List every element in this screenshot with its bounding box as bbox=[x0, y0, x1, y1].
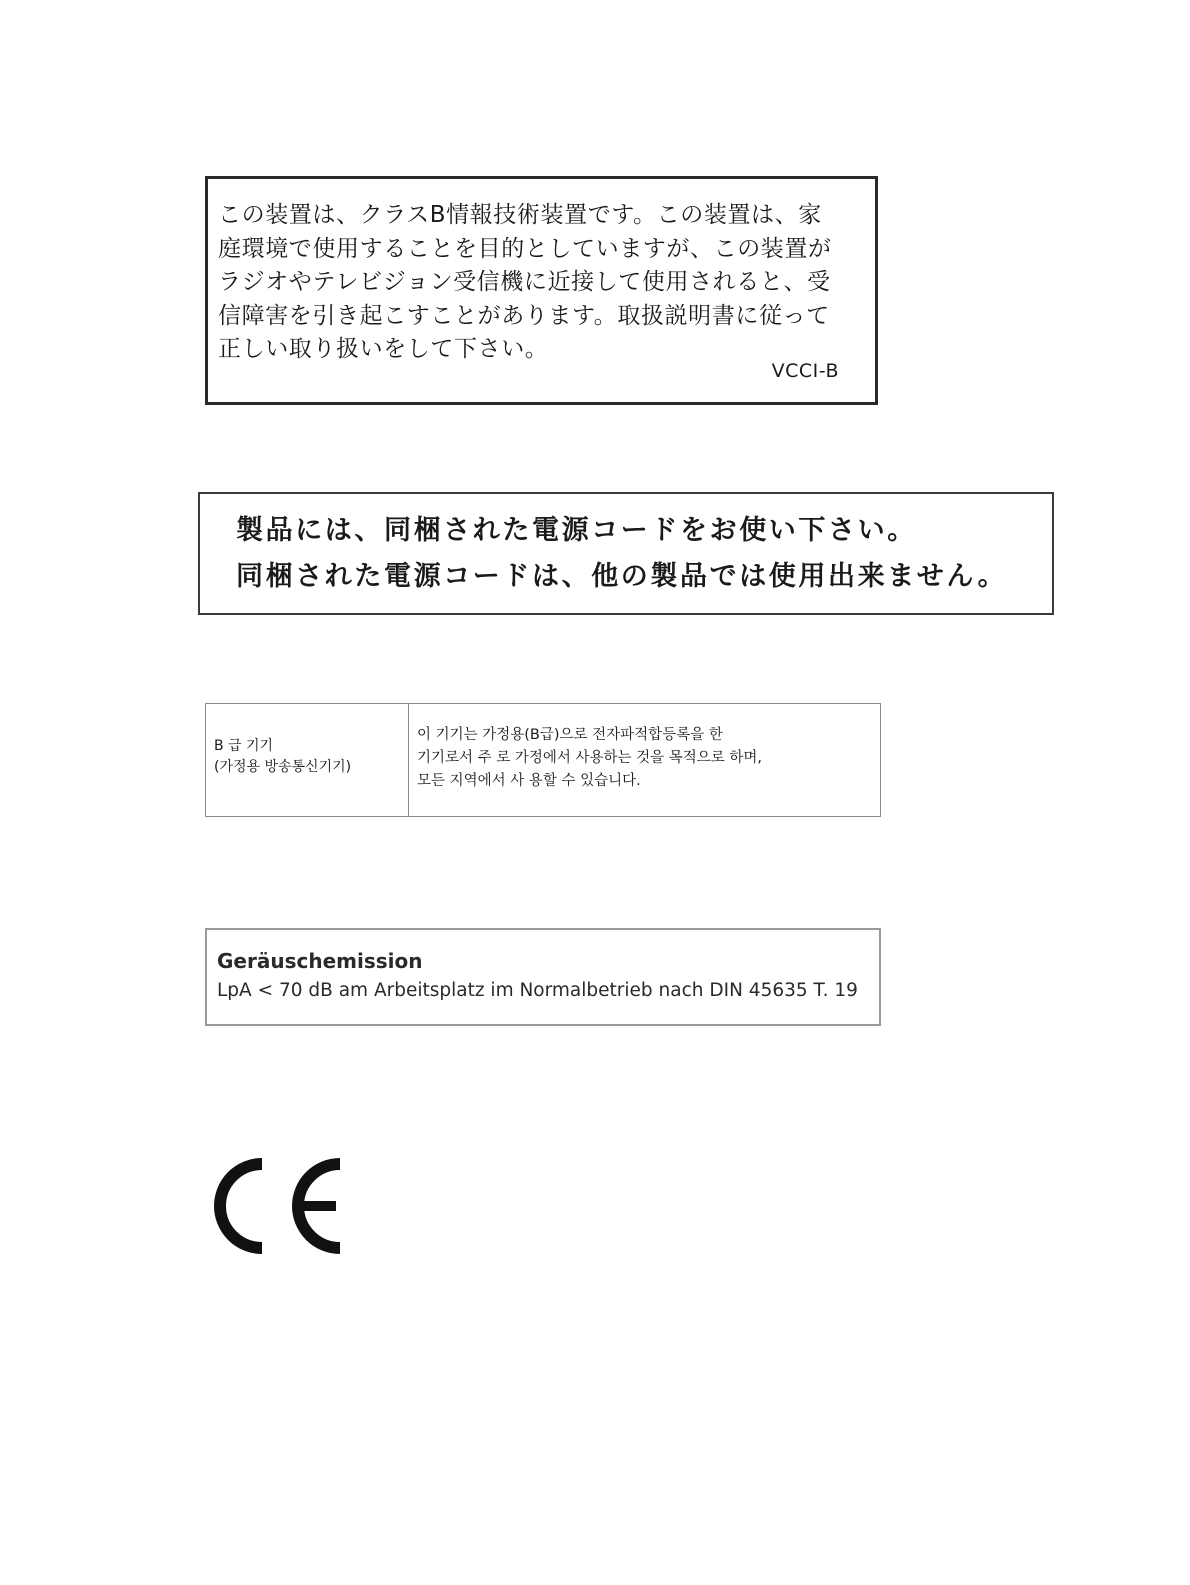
vcci-line-1: この装置は、クラスB情報技術装置です。この装置は、家 bbox=[218, 202, 822, 228]
korean-class-b-table bbox=[205, 703, 881, 817]
ce-mark-icon bbox=[210, 1154, 350, 1258]
vcci-notice-box bbox=[205, 176, 878, 405]
korean-description-line-1: 이 기기는 가정용(B급)으로 전자파적합등록을 한 bbox=[417, 727, 723, 743]
korean-description-line-2: 기기로서 주 로 가정에서 사용하는 것을 목적으로 하며, bbox=[417, 750, 763, 766]
noise-emission-box bbox=[205, 928, 881, 1026]
korean-description-line-3: 모든 지역에서 사 용할 수 있습니다. bbox=[417, 773, 641, 789]
vcci-line-2: 庭環境で使用することを目的としていますが、この装置が bbox=[218, 235, 832, 262]
korean-class-line-1: B 급 기기 bbox=[214, 738, 274, 754]
power-cord-notice-box bbox=[198, 492, 1054, 615]
vcci-line-4: 信障害を引き起こすことがあります。取扱説明書に従って bbox=[218, 302, 830, 329]
vcci-code: VCCI-B bbox=[771, 360, 839, 382]
vcci-line-5: 正しい取り扱いをして下さい。 bbox=[218, 336, 549, 362]
korean-description-cell bbox=[409, 704, 880, 816]
korean-class-cell bbox=[206, 704, 409, 816]
noise-emission-text: LpA < 70 dB am Arbeitsplatz im Normalbetrieb nach DIN 45635 T. 19 bbox=[217, 980, 858, 1001]
noise-emission-title: Geräuschemission bbox=[217, 949, 423, 973]
korean-class-line-2: (가정용 방송통신기기) bbox=[214, 759, 352, 775]
power-cord-line-2: 同梱された電源コードは、他の製品では使用出来ません。 bbox=[236, 561, 1008, 592]
vcci-line-3: ラジオやテレビジョン受信機に近接して使用されると、受 bbox=[218, 269, 831, 295]
power-cord-line-1: 製品には、同梱された電源コードをお使い下さい。 bbox=[236, 515, 917, 546]
